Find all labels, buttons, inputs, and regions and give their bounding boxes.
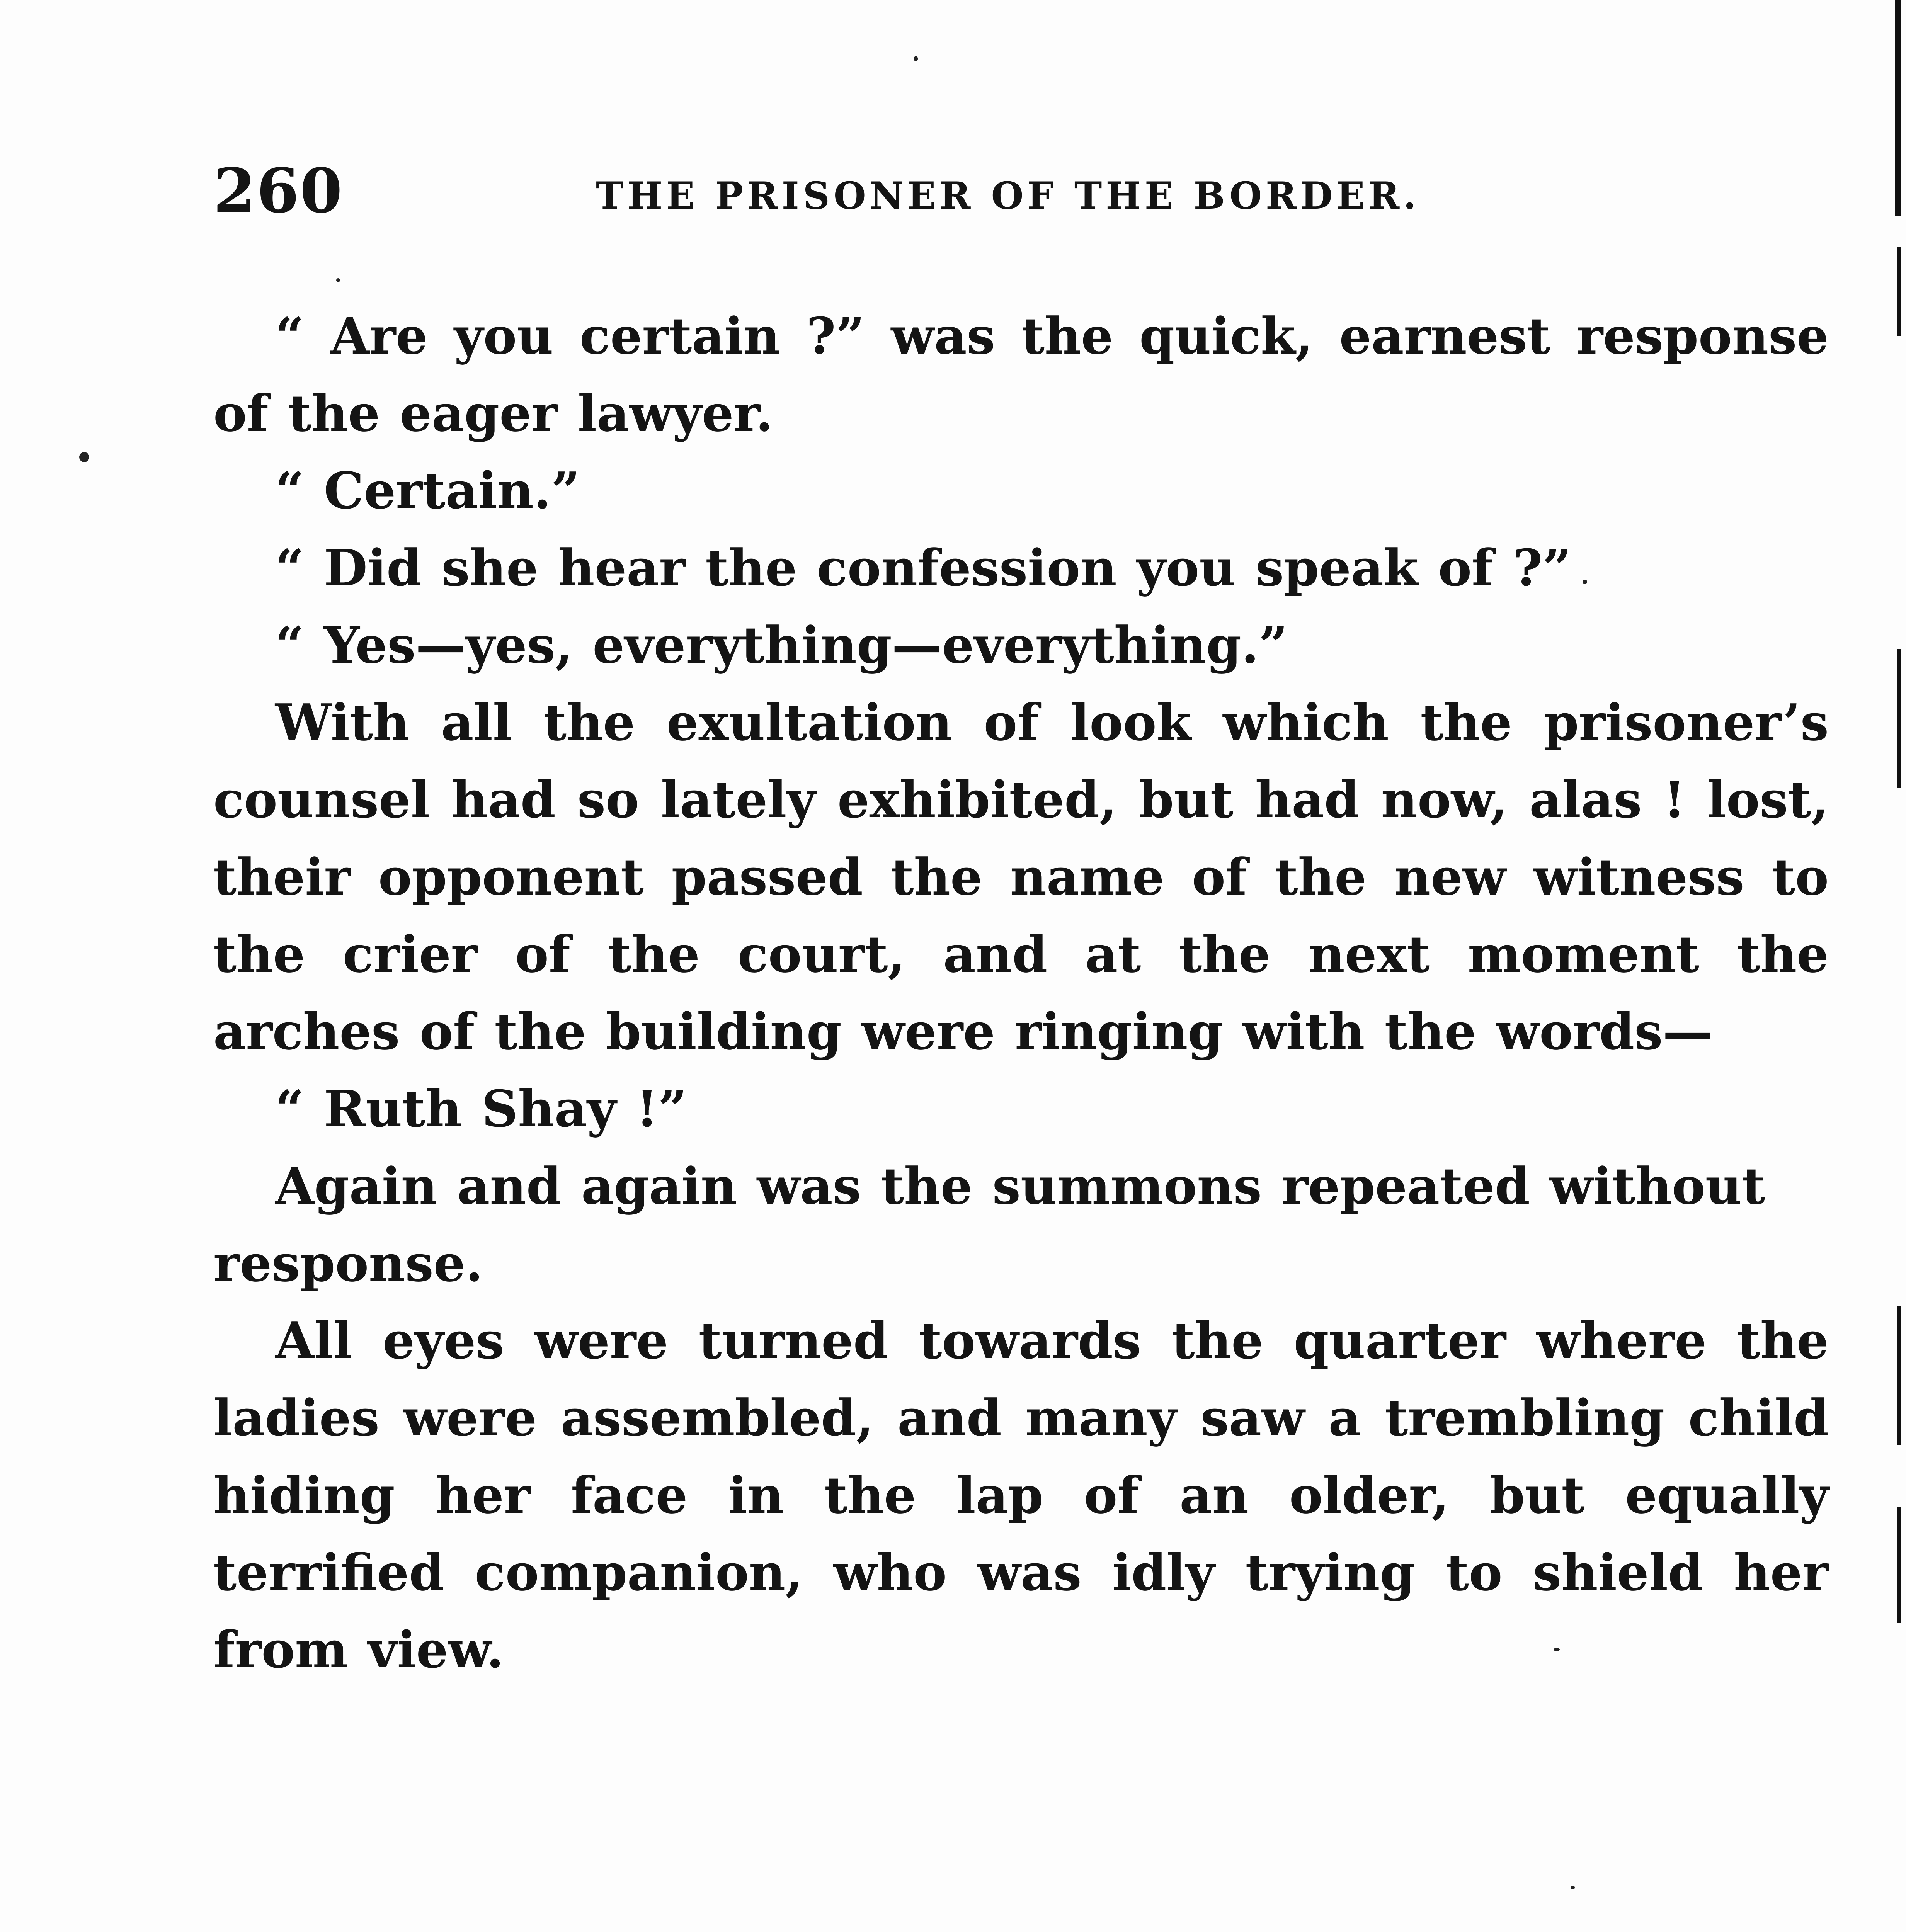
scan-edge-mark	[1897, 1306, 1901, 1445]
running-title: THE PRISONER OF THE BORDER.	[596, 174, 1420, 218]
page-number: 260	[213, 155, 343, 227]
scan-edge-mark	[1897, 247, 1901, 336]
scan-edge-mark	[1897, 649, 1901, 788]
scan-speck	[914, 56, 918, 61]
scan-speck	[1554, 1648, 1560, 1651]
paragraph-8: All eyes were turned towards the quarter where the ladies were assembled, and many saw a trembling child hiding her face in the lap of an older, but equally terrified companion, who was idly trying to shield her from view.	[213, 1311, 1829, 1679]
scan-speck	[79, 452, 89, 462]
scan-speck	[336, 278, 340, 282]
body-text	[213, 298, 1829, 1689]
paragraph-3: “ Did she hear the confession you speak of ?”	[275, 538, 1572, 597]
paragraph-4: “ Yes—yes, everything—everything.”	[275, 616, 1288, 675]
paragraph-2: “ Certain.”	[275, 461, 580, 520]
paragraph-1: “ Are you certain ?” was the quick, earnest response of the eager lawyer.	[213, 306, 1829, 443]
scan-speck	[1571, 1886, 1575, 1889]
scan-edge-mark	[1897, 1507, 1901, 1623]
scan-speck	[1583, 580, 1587, 584]
paragraph-6: “ Ruth Shay !”	[275, 1079, 687, 1138]
running-head	[213, 153, 1852, 230]
paragraph-5: With all the exultation of look which the prisoner’s counsel had so lately exhibited, but had now, alas ! lost, their opponent passed the name of the new witness to the crier of the court, and at the next moment the arches of the building were ringing with the words—	[213, 693, 1829, 1061]
scan-edge-mark	[1895, 0, 1901, 216]
paragraph-7: Again and again was the summons repeated without response.	[213, 1156, 1765, 1293]
